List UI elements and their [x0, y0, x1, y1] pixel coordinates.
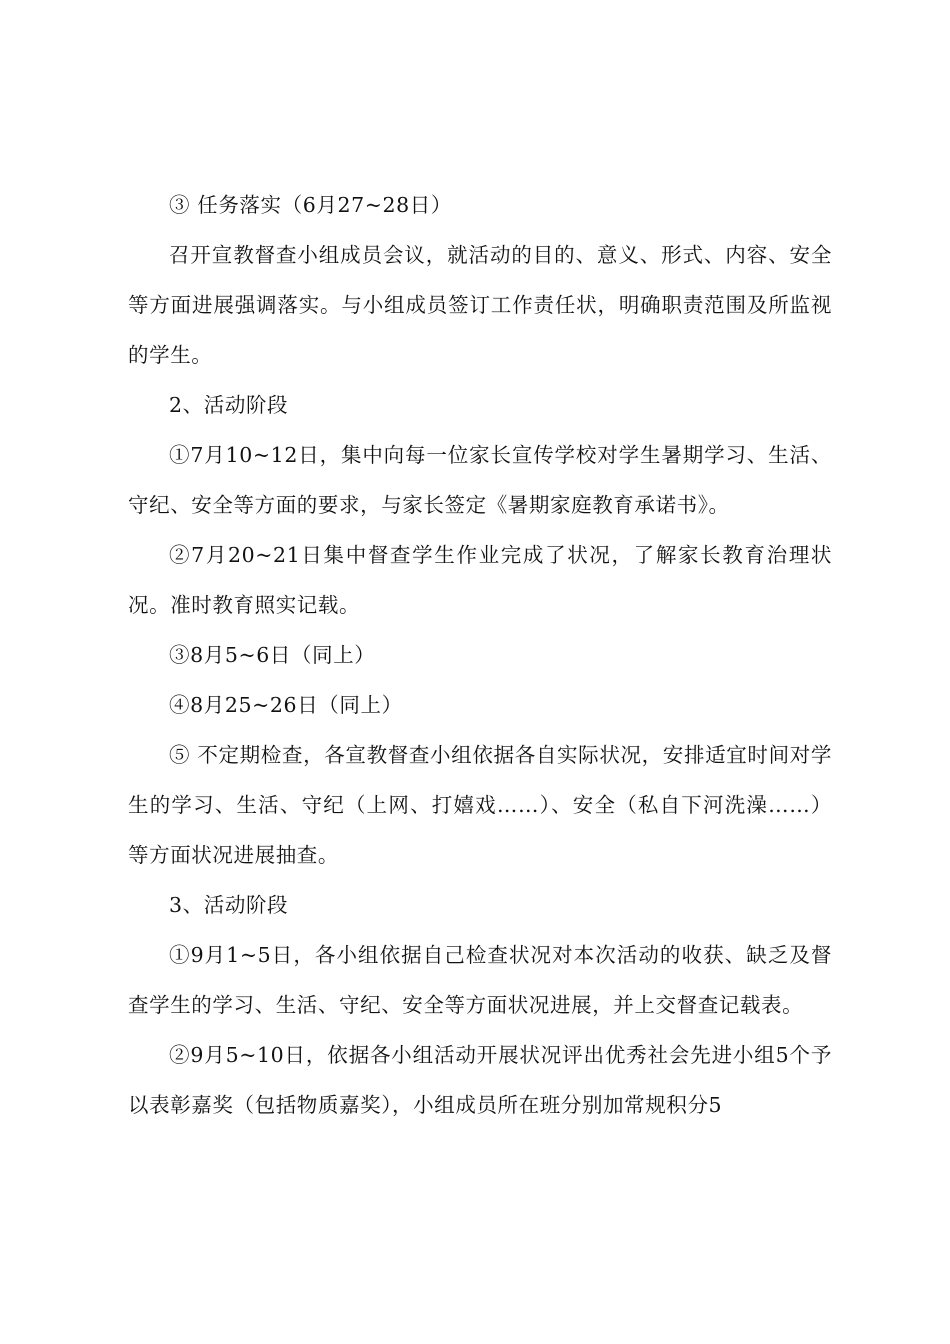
paragraph-task-implementation-heading: ③ 任务落实（6月27~28日）	[169, 193, 453, 217]
document-body	[128, 180, 832, 1130]
paragraph-august-25-26: ④8月25~26日（同上）	[169, 693, 403, 717]
paragraph-irregular-inspection: ⑤ 不定期检查，各宣教督查小组依据各自实际状况，安排适宜时间对学生的学习、生活、守纪（上网、打嬉戏……）、安全（私自下河洗澡……）等方面状况进展抽查。	[128, 743, 832, 867]
paragraph-july-20-21: ②7月20~21日集中督查学生作业完成了状况，了解家长教育治理状况。准时教育照实记载。	[128, 543, 832, 617]
paragraph-meeting-details: 召开宣教督查小组成员会议，就活动的目的、意义、形式、内容、安全等方面进展强调落实。与小组成员签订工作责任状，明确职责范围及所监视的学生。	[128, 243, 832, 367]
paragraph-september-1-5: ①9月1~5日，各小组依据自己检查状况对本次活动的收获、缺乏及督查学生的学习、生活、守纪、安全等方面状况进展，并上交督查记载表。	[128, 943, 832, 1017]
section-heading-activity-stage-3: 3、活动阶段	[169, 893, 289, 917]
section-heading-activity-stage-2: 2、活动阶段	[169, 393, 289, 417]
paragraph-july-10-12: ①7月10~12日，集中向每一位家长宣传学校对学生暑期学习、生活、守纪、安全等方面的要求，与家长签定《暑期家庭教育承诺书》。	[128, 443, 832, 517]
paragraph-august-5-6: ③8月5~6日（同上）	[169, 643, 376, 667]
paragraph-september-5-10: ②9月5~10日，依据各小组活动开展状况评出优秀社会先进小组5个予以表彰嘉奖（包括物质嘉奖），小组成员所在班分别加常规积分5	[128, 1043, 832, 1117]
